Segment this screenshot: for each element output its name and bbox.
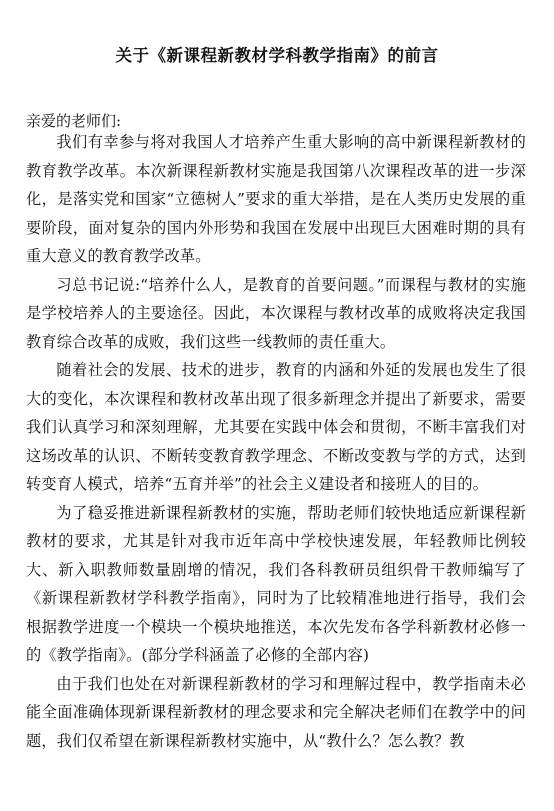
document-title: 关于《新课程新教材学科教学指南》的前言 xyxy=(115,46,439,65)
document-body xyxy=(26,128,526,755)
paragraph-5: 由于我们也处在对新课程新教材的学习和理解过程中，教学指南未必能全面准确体现新课程新教材的理念要求和完全解决老师们在教学中的问题，我们仅希望在新课程新教材实施中，从“教什么？怎么教？教 xyxy=(26,674,526,750)
paragraph-1: 我们有幸参与将对我国人才培养产生重大影响的高中新课程新教材的教育教学改革。本次新课程新教材实施是我国第八次课程改革的进一步深化，是落实党和国家“立德树人”要求的重大举措，是在人类历史发展的重要阶段，面对复杂的国内外形势和我国在发展中出现巨大困难时期的具有重大意义的教育教学改革。 xyxy=(26,133,526,265)
paragraph-4: 为了稳妥推进新课程新教材的实施，帮助老师们较快地适应新课程新教材的要求，尤其是针对我市近年高中学校快速发展，年轻教师比例较大、新入职教师数量剧增的情况，我们各科教研员组织骨干教师编写了《新课程新教材学科教学指南》，同时为了比较精准地进行指导，我们会根据教学进度一个模块一个模块地推送，本次先发布各学科新教材必修一的《教学指南》。(部分学科涵盖了必修的全部内容) xyxy=(26,503,526,664)
paragraph-2: 习总书记说:“培养什么人，是教育的首要问题。”而课程与教材的实施是学校培养人的主要途径。因此，本次课程与教材改革的成败将决定我国教育综合改革的成败，我们这些一线教师的责任重大。 xyxy=(26,275,526,351)
greeting: 亲爱的老师们: xyxy=(26,112,122,130)
paragraph-3: 随着社会的发展、技术的进步，教育的内涵和外延的发展也发生了很大的变化，本次课程和教材改革出现了很多新理念并提出了新要求，需要我们认真学习和深刻理解，尤其要在实践中体会和贯彻，不断丰富我们对这场改革的认识、不断转变教育教学理念、不断改变教与学的方式，达到转变育人模式，培养“五育并举”的社会主义建设者和接班人的目的。 xyxy=(26,361,526,493)
